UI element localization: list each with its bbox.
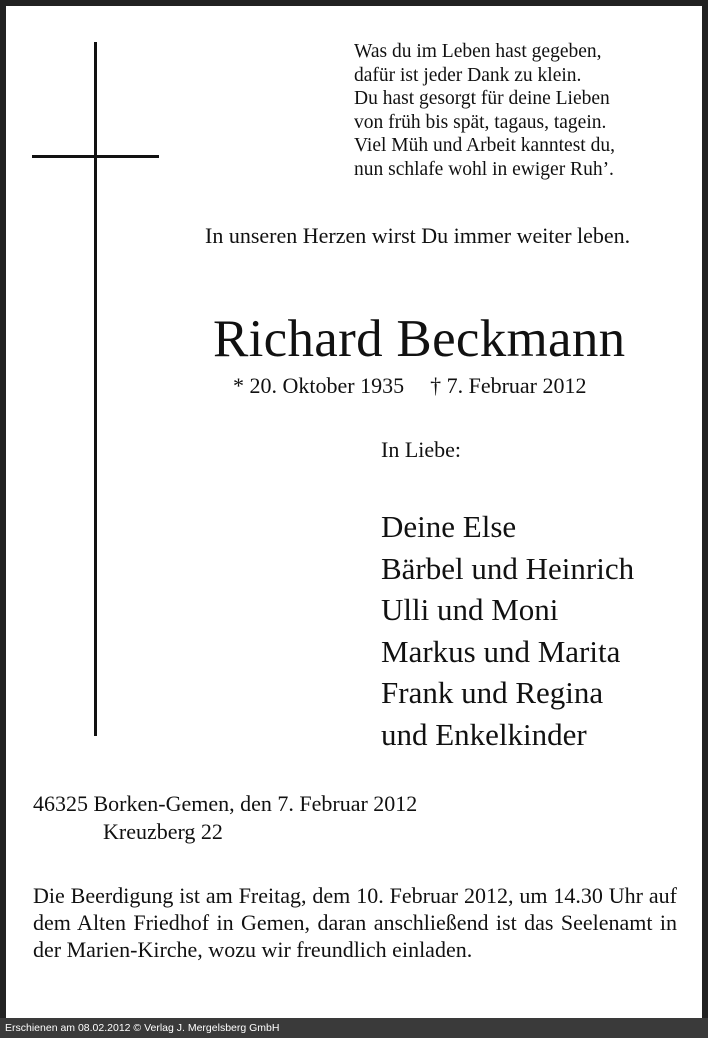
mourner: Deine Else [381, 509, 517, 544]
mourner: Bärbel und Heinrich [381, 550, 635, 586]
cross-horizontal-bar [32, 155, 159, 158]
poem-line: von früh bis spät, tagaus, tagein. [354, 111, 607, 133]
poem-line: Viel Müh und Arbeit kanntest du, [354, 135, 615, 156]
mourner: Markus und Marita [381, 633, 621, 669]
mourner: Frank und Regina [381, 675, 604, 711]
mourners-list [381, 506, 634, 756]
intro-text: In unseren Herzen wirst Du immer weiter leben. [205, 223, 631, 248]
poem-line: Du hast gesorgt für deine Lieben [354, 88, 610, 109]
mourner: und Enkelkinder [381, 716, 587, 752]
poem-line: nun schlafe wohl in ewiger Ruh’. [354, 158, 614, 180]
deceased-name: Richard Beckmann [213, 310, 626, 368]
street-address: Kreuzberg 22 [103, 819, 223, 844]
publication-footer: Erschienen am 08.02.2012 © Verlag J. Mergelsberg GmbH [0, 1018, 708, 1038]
birth-date: * 20. Oktober 1935 [233, 373, 405, 398]
cross-vertical-bar [94, 42, 97, 736]
poem [354, 40, 615, 181]
mourner: Ulli und Moni [381, 592, 559, 628]
place-and-date: 46325 Borken-Gemen, den 7. Februar 2012 [33, 791, 418, 816]
funeral-info: Die Beerdigung ist am Freitag, dem 10. Februar 2012, um 14.30 Uhr auf dem Alten Friedhof in Gemen, daran anschließend ist das Seelenamt in der Marien-Kirche, wozu wir freundlich einladen. [33, 883, 677, 962]
poem-line: Was du im Leben hast gegeben, [354, 41, 602, 62]
death-date: † 7. Februar 2012 [430, 373, 587, 398]
in-love-label: In Liebe: [381, 437, 462, 462]
poem-line: dafür ist jeder Dank zu klein. [354, 64, 582, 86]
life-dates [233, 372, 587, 400]
